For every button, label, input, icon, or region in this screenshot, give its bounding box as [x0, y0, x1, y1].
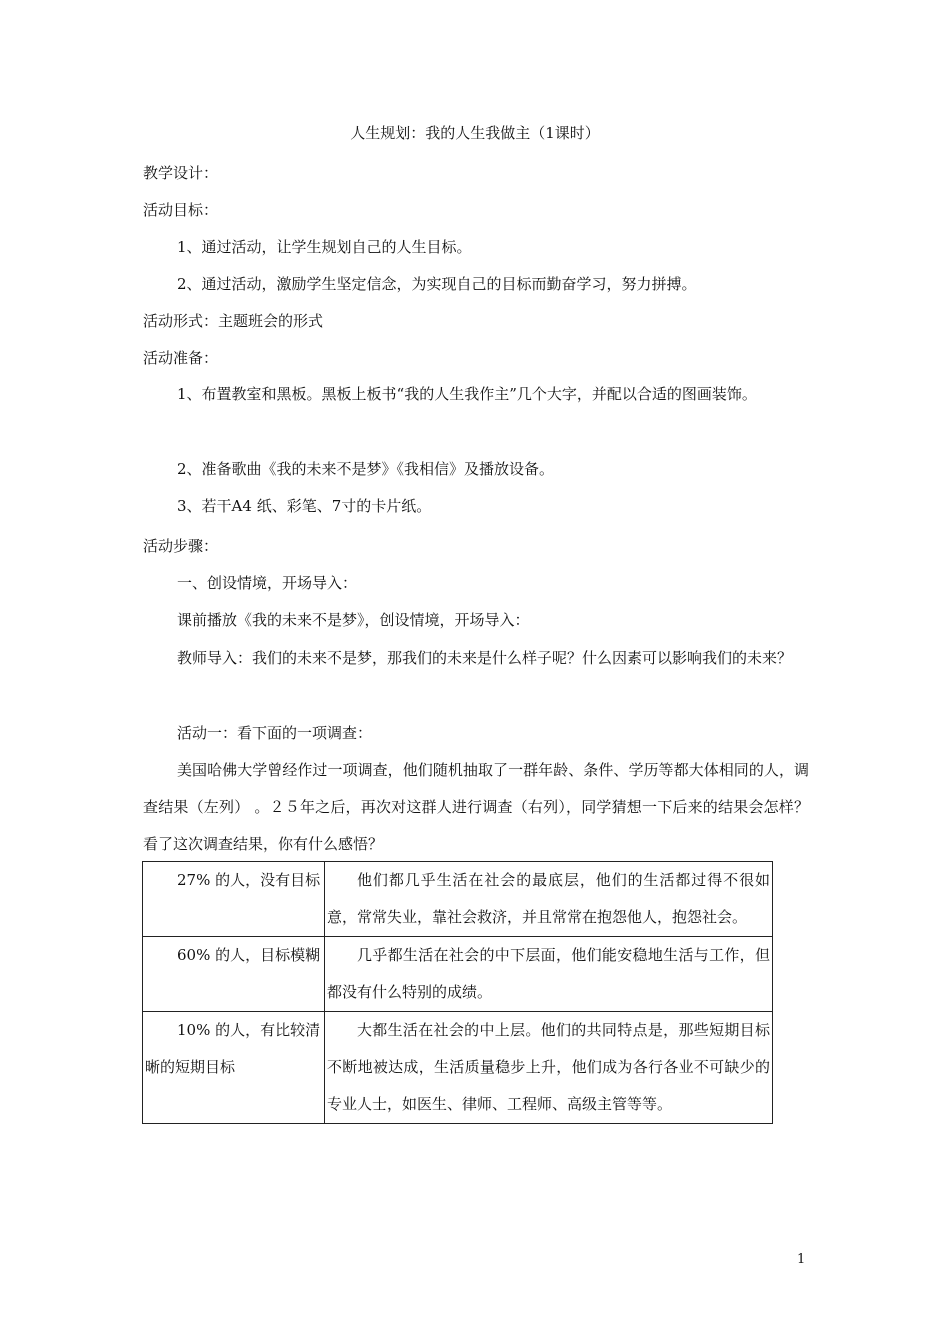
- step-1-text: 课前播放《我的未来不是梦》，创设情境，开场导入：: [177, 611, 530, 629]
- document-title: 人生规划：我的人生我做主（1课时）: [350, 124, 600, 142]
- heading-teaching-design: 教学设计：: [143, 164, 219, 182]
- step-1-heading: 一、创设情境，开场导入：: [177, 574, 358, 592]
- survey-intro: 美国哈佛大学曾经作过一项调查，他们随机抽取了一群年龄、条件、学历等都大体相同的人，调查结果（左列） 。２５年之后，再次对这群人进行调查（右列），同学猜想一下后来的结果会怎样？ 看了这次调查结果，你有什么感悟？: [143, 761, 809, 853]
- teacher-intro: 教师导入：我们的未来不是梦，那我们的未来是什么样子呢？什么因素可以影响我们的未来？: [177, 649, 793, 667]
- activity-form: 活动形式：主题班会的形式: [143, 312, 324, 330]
- table-row: [143, 862, 773, 937]
- table-row: [143, 937, 773, 1012]
- survey-group-label: 60% 的人，目标模糊: [143, 937, 325, 1012]
- heading-activity-steps: 活动步骤：: [143, 537, 219, 555]
- survey-group-result: 几乎都生活在社会的中下层面，他们能安稳地生活与工作，但都没有什么特别的成绩。: [325, 937, 773, 1012]
- heading-activity-prep: 活动准备：: [143, 349, 219, 367]
- heading-activity-goals: 活动目标：: [143, 201, 219, 219]
- activity-1-heading: 活动一：看下面的一项调查：: [177, 724, 373, 742]
- survey-group-label: 27% 的人，没有目标: [143, 862, 325, 937]
- survey-table: [142, 861, 773, 1124]
- prep-item-2: 2、准备歌曲《我的未来不是梦》《我相信》及播放设备。: [177, 460, 555, 478]
- survey-group-label: 10% 的人，有比较清晰的短期目标: [143, 1012, 325, 1124]
- goal-item-2: 2、通过活动，激励学生坚定信念，为实现自己的目标而勤奋学习，努力拼搏。: [177, 275, 697, 293]
- prep-item-3: 3、若干A4 纸、彩笔、7寸的卡片纸。: [177, 497, 432, 515]
- goal-item-1: 1、通过活动，让学生规划自己的人生目标。: [177, 238, 472, 256]
- page-number: 1: [797, 1252, 806, 1267]
- survey-group-result: 他们都几乎生活在社会的最底层，他们的生活都过得不很如意，常常失业，靠社会救济，并且常常在抱怨他人，抱怨社会。: [325, 862, 773, 937]
- table-row: [143, 1012, 773, 1124]
- prep-item-1: 1、布置教室和黑板。黑板上板书“我的人生我作主”几个大字，并配以合适的图画装饰。: [177, 385, 757, 403]
- survey-group-result: 大都生活在社会的中上层。他们的共同特点是，那些短期目标不断地被达成，生活质量稳步上升，他们成为各行各业不可缺少的专业人士，如医生、律师、工程师、高级主管等等。: [325, 1012, 773, 1124]
